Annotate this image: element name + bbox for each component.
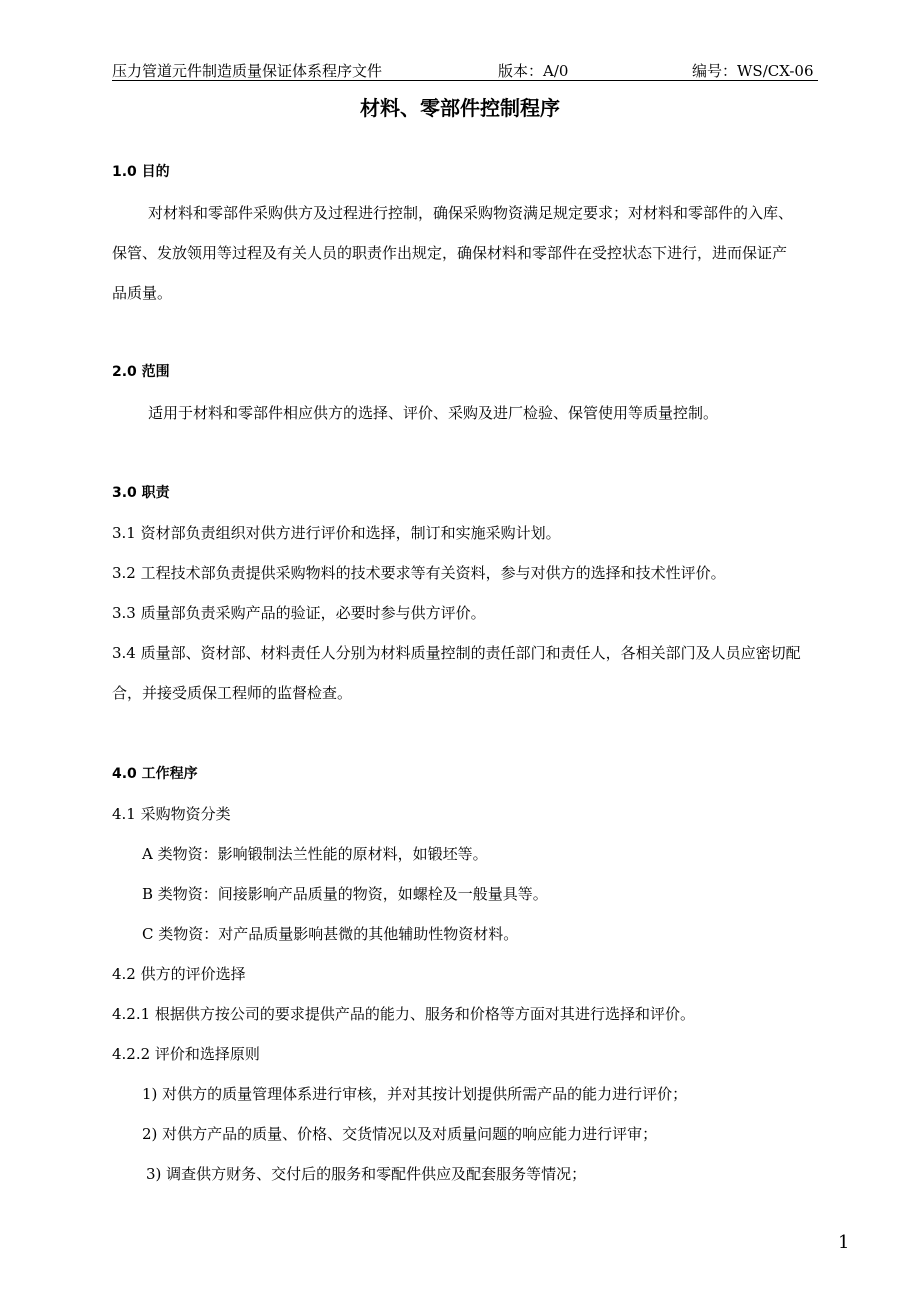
document-title: 材料、零部件控制程序 xyxy=(360,96,560,120)
procedure-4-2: 4.2 供方的评价选择 xyxy=(112,965,246,983)
section-heading-purpose: 1.0 目的 xyxy=(112,164,170,180)
responsibility-item-3-1: 3.1 资材部负责组织对供方进行评价和选择，制订和实施采购计划。 xyxy=(112,524,561,542)
procedure-4-2-1: 4.2.1 根据供方按公司的要求提供产品的能力、服务和价格等方面对其进行选择和评价。 xyxy=(112,1005,695,1023)
procedure-4-2-2: 4.2.2 评价和选择原则 xyxy=(112,1045,260,1063)
responsibility-item-3-2: 3.2 工程技术部负责提供采购物料的技术要求等有关资料，参与对供方的选择和技术性评价。 xyxy=(112,564,726,582)
material-class-c: C 类物资：对产品质量影响甚微的其他辅助性物资材料。 xyxy=(142,925,519,943)
material-class-a: A 类物资：影响锻制法兰性能的原材料，如锻坯等。 xyxy=(142,845,488,863)
principle-item-1: 1) 对供方的质量管理体系进行审核，并对其按计划提供所需产品的能力进行评价； xyxy=(142,1085,688,1103)
principle-item-3: 3) 调查供方财务、交付后的服务和零配件供应及配套服务等情况； xyxy=(146,1165,587,1183)
section-heading-responsibilities: 3.0 职责 xyxy=(112,485,170,501)
responsibility-item-3-4-line-1: 3.4 质量部、资材部、材料责任人分别为材料质量控制的责任部门和责任人，各相关部门及人员应密切配 xyxy=(112,644,801,662)
page-header xyxy=(112,58,818,81)
scope-paragraph: 适用于材料和零部件相应供方的选择、评价、采购及进厂检验、保管使用等质量控制。 xyxy=(148,404,719,422)
material-class-b: B 类物资：间接影响产品质量的物资，如螺栓及一般量具等。 xyxy=(142,885,548,903)
header-code: 编号：WS/CX-06 xyxy=(692,62,814,80)
purpose-paragraph-line-2: 保管、发放领用等过程及有关人员的职责作出规定，确保材料和零部件在受控状态下进行，进而保证产 xyxy=(112,244,788,262)
responsibility-item-3-3: 3.3 质量部负责采购产品的验证，必要时参与供方评价。 xyxy=(112,604,486,622)
header-version: 版本：A/0 xyxy=(498,62,569,80)
section-heading-scope: 2.0 范围 xyxy=(112,364,170,380)
purpose-paragraph-line-1: 对材料和零部件采购供方及过程进行控制，确保采购物资满足规定要求；对材料和零部件的入库、 xyxy=(148,204,794,222)
principle-item-2: 2) 对供方产品的质量、价格、交货情况以及对质量问题的响应能力进行评审； xyxy=(142,1125,658,1143)
section-heading-procedure: 4.0 工作程序 xyxy=(112,766,198,782)
header-doc-title: 压力管道元件制造质量保证体系程序文件 xyxy=(112,62,383,80)
page-number: 1 xyxy=(838,1232,850,1253)
responsibility-item-3-4-line-2: 合，并接受质保工程师的监督检查。 xyxy=(112,684,353,702)
purpose-paragraph-line-3: 品质量。 xyxy=(112,284,173,302)
procedure-4-1: 4.1 采购物资分类 xyxy=(112,805,231,823)
